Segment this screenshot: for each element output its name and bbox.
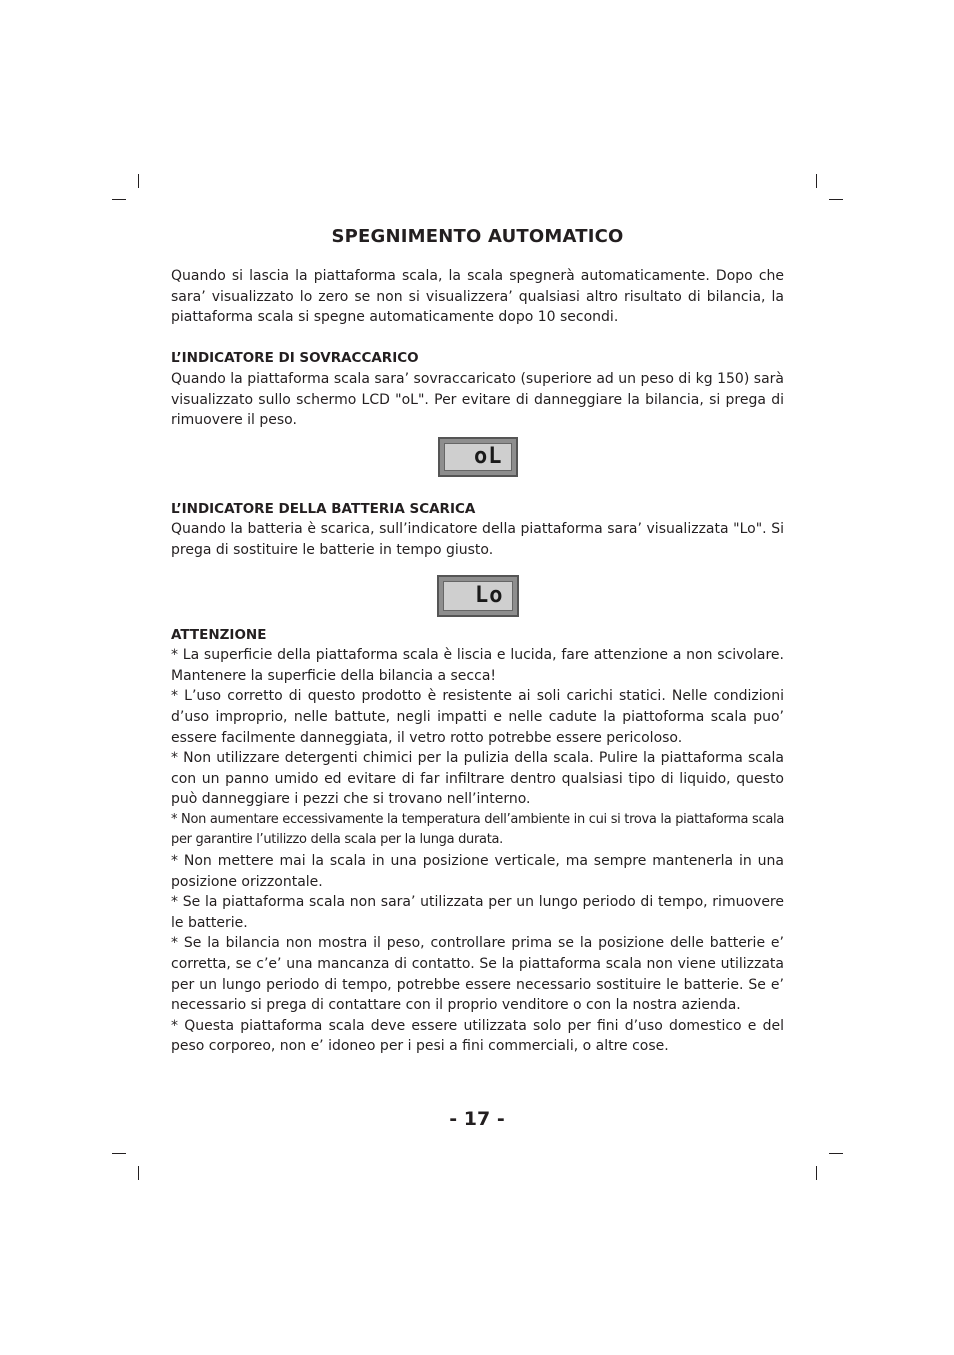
battery-paragraph: Quando la batteria è scarica, sull’indicatore della piattaforma sara’ visualizzata "Lo". Si prega di sostituire le batterie in tempo giusto. [171, 521, 784, 558]
crop-mark [138, 174, 139, 188]
battery-display-wrap [171, 575, 784, 617]
intro-paragraph: Quando si lascia la piattaforma scala, la scala spegnerà automaticamente. Dopo che sara’ visualizzato lo zero se non si visualizzera’ qualsiasi altro risultato di bilancia, la piattaforma scala si spegne automaticamente dopo 10 secondi. [171, 268, 784, 326]
crop-mark [829, 1153, 843, 1154]
overload-paragraph: Quando la piattaforma scala sara’ sovraccaricato (superiore ad un peso di kg 150) sarà visualizzato sullo schermo LCD "oL". Per evitare di danneggiare la bilancia, si prega di rimuovere il peso. [171, 370, 784, 429]
lcd-text-battery: Lo [475, 583, 504, 609]
lcd-display-battery [437, 575, 519, 617]
warning-item: * L’uso corretto di questo prodotto è resistente ai soli carichi statici. Nelle condizioni d’uso improprio, nelle battute, negli impatti e nelle cadute la piattoforma scala puo’ essere facilmente danneggiata, il vetro rotto potrebbe essere pericoloso. [171, 688, 784, 746]
warning-item: * Non aumentare eccessivamente la temperatura dell’ambiente in cui si trova la piattaforma scala per garantire l’utilizzo della scala per la lunga durata. [171, 811, 784, 848]
page-content [171, 226, 784, 1057]
warning-item: * La superficie della piattaforma scala è liscia e lucida, fare attenzione a non scivolare. Mantenere la superficie della bilancia a secca! [171, 647, 784, 684]
lcd-text-overload: oL [474, 444, 503, 470]
page-title: SPEGNIMENTO AUTOMATICO [331, 226, 624, 247]
warning-item: * Questa piattaforma scala deve essere utilizzata solo per fini d’uso domestico e del peso corporeo, non e’ idoneo per i pesi a fini commerciali, o altre cose. [171, 1017, 784, 1055]
lcd-display-overload [438, 437, 518, 477]
warning-item: * Non mettere mai la scala in una posizione verticale, ma sempre mantenerla in una posizione orizzontale. [171, 853, 784, 890]
warning-item: * Non utilizzare detergenti chimici per la pulizia della scala. Pulire la piattaforma scala con un panno umido ed evitare di far infiltrare dentro qualsiasi tipo di liquido, questo può danneggiare i pezzi che si trovano nell’interno. [171, 750, 784, 808]
crop-mark [816, 1166, 817, 1180]
overload-display-wrap [171, 437, 784, 477]
warning-item: * Se la piattaforma scala non sara’ utilizzata per un lungo periodo di tempo, rimuovere le batterie. [171, 894, 784, 931]
crop-mark [112, 1153, 126, 1154]
battery-heading: L’INDICATORE DELLA BATTERIA SCARICA [171, 500, 476, 517]
warning-item: * Se la bilancia non mostra il peso, controllare prima se la posizione delle batterie e’ corretta, se c’e’ una mancanza di contatto. Se la piattaforma scala non viene utilizzata per un lungo periodo di tempo, potrebbe essere necessario sostituire le batterie. Se e’ necessario si prega di contattare con il proprio venditore o con la nostra azienda. [171, 935, 784, 1014]
crop-mark [829, 199, 843, 200]
overload-heading: L’INDICATORE DI SOVRACCARICO [171, 350, 419, 367]
warning-list [171, 645, 784, 1057]
page-number: - 17 - [449, 1108, 505, 1130]
crop-mark [816, 174, 817, 188]
warning-heading: ATTENZIONE [171, 626, 267, 643]
crop-mark [138, 1166, 139, 1180]
crop-mark [112, 199, 126, 200]
